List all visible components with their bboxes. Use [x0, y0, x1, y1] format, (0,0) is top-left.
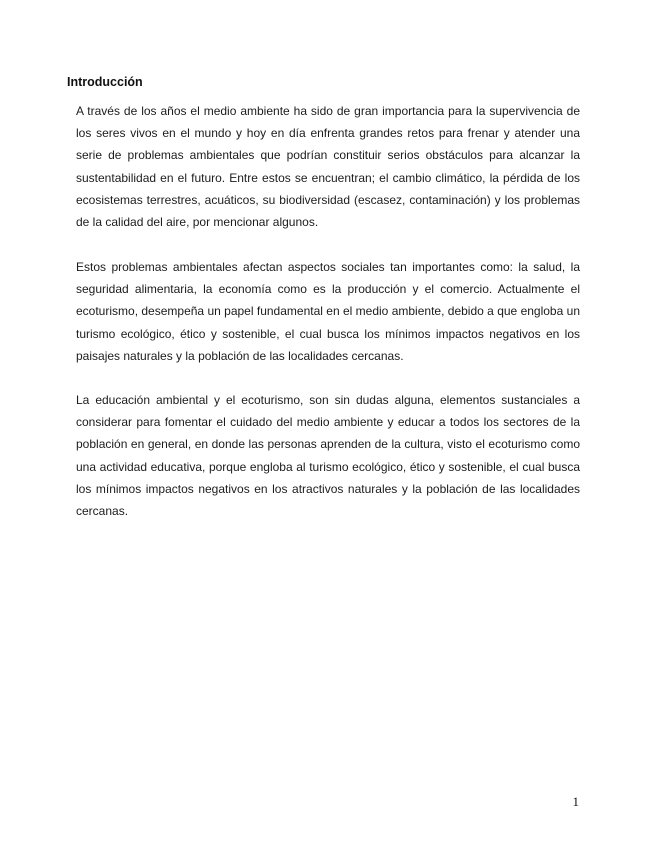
paragraph-2: Estos problemas ambientales afectan aspectos sociales tan importantes como: la salud, la seguridad alimentaria, la economía como es la producción y el comercio. Actualmente el ecoturismo, desempeña un papel fundamental en el medio ambiente, debido a que engloba un turismo ecológico, ético y sostenible, el cual busca los mínimos impactos negativos en los paisajes naturales y la población de las localidades cercanas. — [76, 260, 580, 363]
section-heading: Introducción — [67, 75, 143, 89]
paragraph-1: A través de los años el medio ambiente ha sido de gran importancia para la supervivencia de los seres vivos en el mundo y hoy en día enfrenta grandes retos para frenar y atender una serie de problemas ambientales que podrían constituir serios obstáculos para alcanzar la sustentabilidad en el futuro. Entre estos se encuentran; el cambio climático, la pérdida de los ecosistemas terrestres, acuáticos, su biodiversidad (escasez, contaminación) y los problemas de la calidad del aire, por mencionar algunos. — [76, 104, 580, 230]
page-number: 1 — [572, 794, 579, 809]
paragraph-3: La educación ambiental y el ecoturismo, son sin dudas alguna, elementos sustanciales a considerar para fomentar el cuidado del medio ambiente y educar a todos los sectores de la población en general, en donde las personas aprenden de la cultura, visto el ecoturismo como una actividad educativa, porque engloba al turismo ecológico, ético y sostenible, el cual busca los mínimos impactos negativos en los atractivos naturales y la población de las localidades cercanas. — [76, 393, 580, 519]
